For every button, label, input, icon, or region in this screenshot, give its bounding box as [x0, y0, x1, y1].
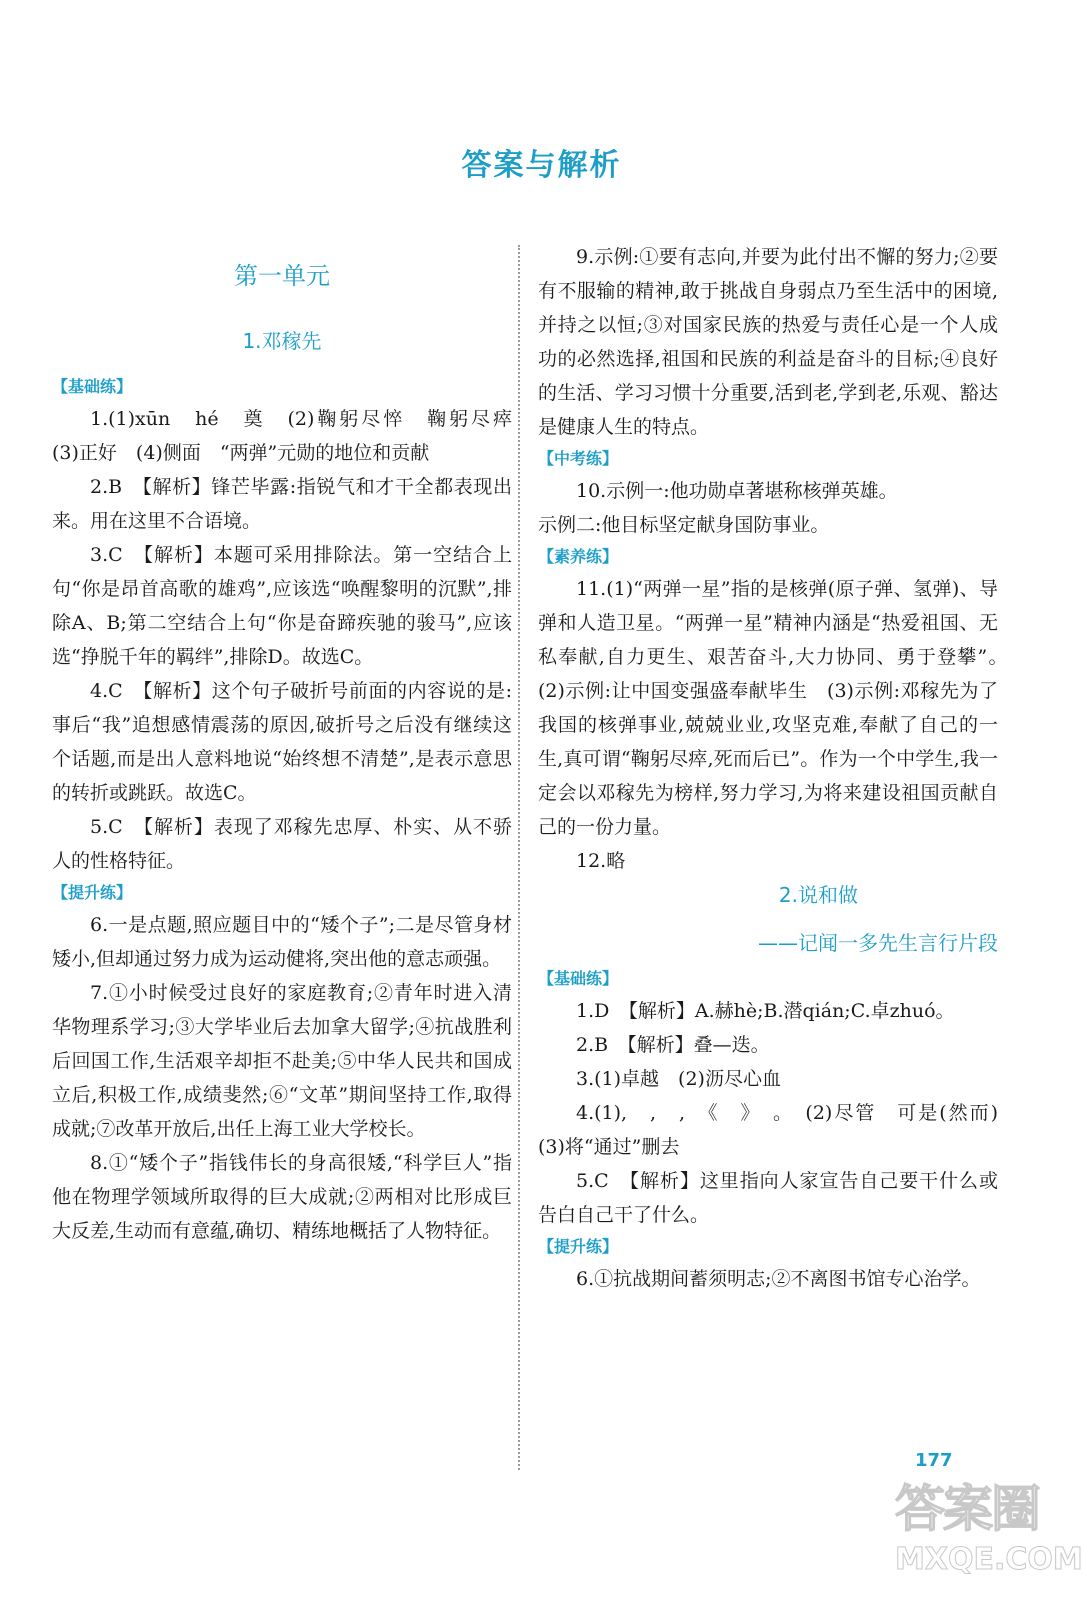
answer-1: 1.(1)xūn hé 奠 (2)鞠躬尽悴 鞠躬尽瘁 (3)正好 (4)侧面 “两弹”元勋的地位和贡献	[52, 408, 532, 464]
section-tag-literacy: 【素养练】	[538, 547, 619, 566]
section-tag-improve: 【提升练】	[52, 883, 133, 902]
watermark-text: 答案圈	[895, 1480, 1039, 1538]
answer-4: 4.C 【解析】这个句子破折号前面的内容说的是:事后“我”追想感情震荡的原因,破折号之后没有继续这个话题,而是出人意料地说“始终想不清楚”,是表示意思的转折或跳跃。故选C。	[52, 680, 512, 804]
page-number: 177	[915, 1450, 953, 1471]
answer-b6: 6.①抗战期间蓄须明志;②不离图书馆专心治学。	[576, 1268, 981, 1290]
watermark-logo	[895, 1478, 1083, 1593]
answer-b2: 2.B 【解析】叠—迭。	[576, 1034, 770, 1056]
answer-3: 3.C 【解析】本题可采用排除法。第一空结合上句“你是昂首高歌的雄鸡”,应该选“唤醒黎明的沉默”,排除A、B;第二空结合上句“你是奋蹄疾驰的骏马”,应该选“挣脱千年的羁绊”,排除D。故选C。	[52, 544, 512, 668]
page-title: 答案与解析	[461, 148, 622, 183]
column-divider	[518, 245, 520, 1470]
answer-b1: 1.D 【解析】A.赫hè;B.潜qián;C.卓zhuó。	[576, 1000, 955, 1022]
section-tag-basic: 【基础练】	[52, 377, 133, 396]
watermark-url: MXQE.COM	[895, 1542, 1083, 1577]
lesson-heading: 1.邓稼先	[242, 329, 322, 353]
answer-12: 12.略	[576, 850, 626, 872]
answer-b4: 4.(1), , , 《 》 。 (2)尽管 可是(然而) (3)将“通过”删去	[538, 1102, 1018, 1158]
answer-b3: 3.(1)卓越 (2)沥尽心血	[576, 1068, 781, 1090]
answer-b5: 5.C 【解析】这里指向人家宣告自己要干什么或告白自己干了什么。	[538, 1170, 998, 1226]
answer-11: 11.(1)“两弹一星”指的是核弹(原子弹、氢弹)、导弹和人造卫星。“两弹一星”精神内涵是“热爱祖国、无私奉献,自力更生、艰苦奋斗,大力协同、勇于登攀”。 (2)示例:让中国变强盛奉献毕生 (3)示例:邓稼先为了我国的核弹事业,兢兢业业,攻坚克难,奉献了自己的一生,真可谓“鞠躬尽瘁,死而后已”。作为一个中学生,我一定会以邓稼先为榜样,努力学习,为将来建设祖国贡献自己的一份力量。	[538, 578, 1018, 838]
answer-6: 6.一是点题,照应题目中的“矮个子”;二是尽管身材矮小,但却通过努力成为运动健将,突出他的意志顽强。	[52, 914, 512, 970]
section-tag-improve-2: 【提升练】	[538, 1237, 619, 1256]
answer-9: 9.示例:①要有志向,并要为此付出不懈的努力;②要有不服输的精神,敢于挑战自身弱点乃至生活中的困境,并持之以恒;③对国家民族的热爱与责任心是一个人成功的必然选择,祖国和民族的利益是奋斗的目标;④良好的生活、学习习惯十分重要,活到老,学到老,乐观、豁达是健康人生的特点。	[538, 246, 998, 438]
answer-10a: 10.示例一:他功勋卓著堪称核弹英雄。	[576, 480, 898, 502]
section-tag-basic-2: 【基础练】	[538, 969, 619, 988]
answer-2: 2.B 【解析】锋芒毕露:指锐气和才干全都表现出来。用在这里不合语境。	[52, 476, 512, 532]
answer-7: 7.①小时候受过良好的家庭教育;②青年时进入清华物理系学习;③大学毕业后去加拿大留学;④抗战胜利后回国工作,生活艰辛却拒不赴美;⑤中华人民共和国成立后,积极工作,成绩斐然;⑥“文革”期间坚持工作,取得成就;⑦改革开放后,出任上海工业大学校长。	[52, 982, 512, 1140]
answer-5: 5.C 【解析】表现了邓稼先忠厚、朴实、从不骄人的性格特征。	[52, 816, 512, 872]
section-tag-exam: 【中考练】	[538, 449, 619, 468]
answer-10b: 示例二:他目标坚定献身国防事业。	[538, 514, 830, 536]
answer-8: 8.①“矮个子”指钱伟长的身高很矮,“科学巨人”指他在物理学领域所取得的巨大成就;②两相对比形成巨大反差,生动而有意蕴,确切、精练地概括了人物特征。	[52, 1152, 512, 1242]
left-column	[52, 240, 532, 1248]
unit-heading: 第一单元	[234, 262, 330, 290]
right-column	[538, 240, 1018, 1296]
lesson2-subtitle: ——记闻一多先生言行片段	[758, 931, 998, 955]
lesson2-heading: 2.说和做	[778, 883, 858, 907]
